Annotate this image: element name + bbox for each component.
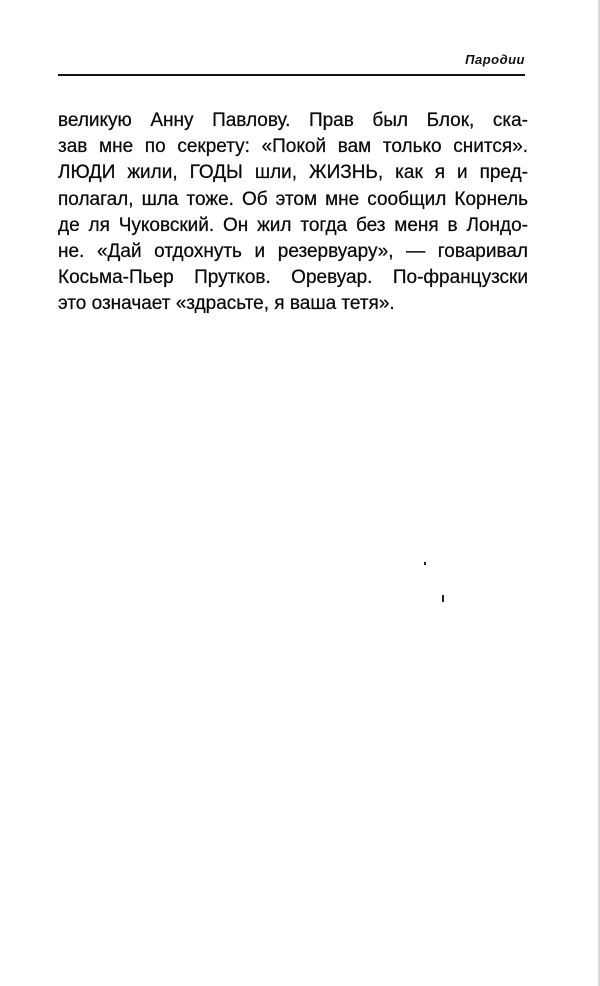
scan-speck bbox=[442, 595, 444, 602]
text-line: зав мне по секрету: «Покой вам только снится». bbox=[58, 136, 528, 158]
text-line: де ля Чуковский. Он жил тогда без меня в Лондо- bbox=[58, 214, 528, 236]
text-line: великую Анну Павлову. Прав был Блок, ска- bbox=[58, 110, 528, 131]
text-line: ЛЮДИ жили, ГОДЫ шли, ЖИЗНЬ, как я и пред- bbox=[58, 162, 528, 184]
text-line: не. «Дай отдохнуть и резервуару», — говаривал bbox=[58, 241, 528, 263]
scan-speck bbox=[424, 562, 426, 565]
text-line: это означает «здрасьте, я ваша тетя». bbox=[58, 293, 395, 315]
text-line: Косьма-Пьер Прутков. Оревуар. По-французски bbox=[58, 267, 528, 289]
running-header bbox=[58, 52, 525, 76]
text-line: полагал, шла тоже. Об этом мне сообщил Корнель bbox=[58, 188, 528, 210]
section-title: Пародии bbox=[465, 52, 525, 67]
body-paragraph bbox=[58, 108, 528, 318]
